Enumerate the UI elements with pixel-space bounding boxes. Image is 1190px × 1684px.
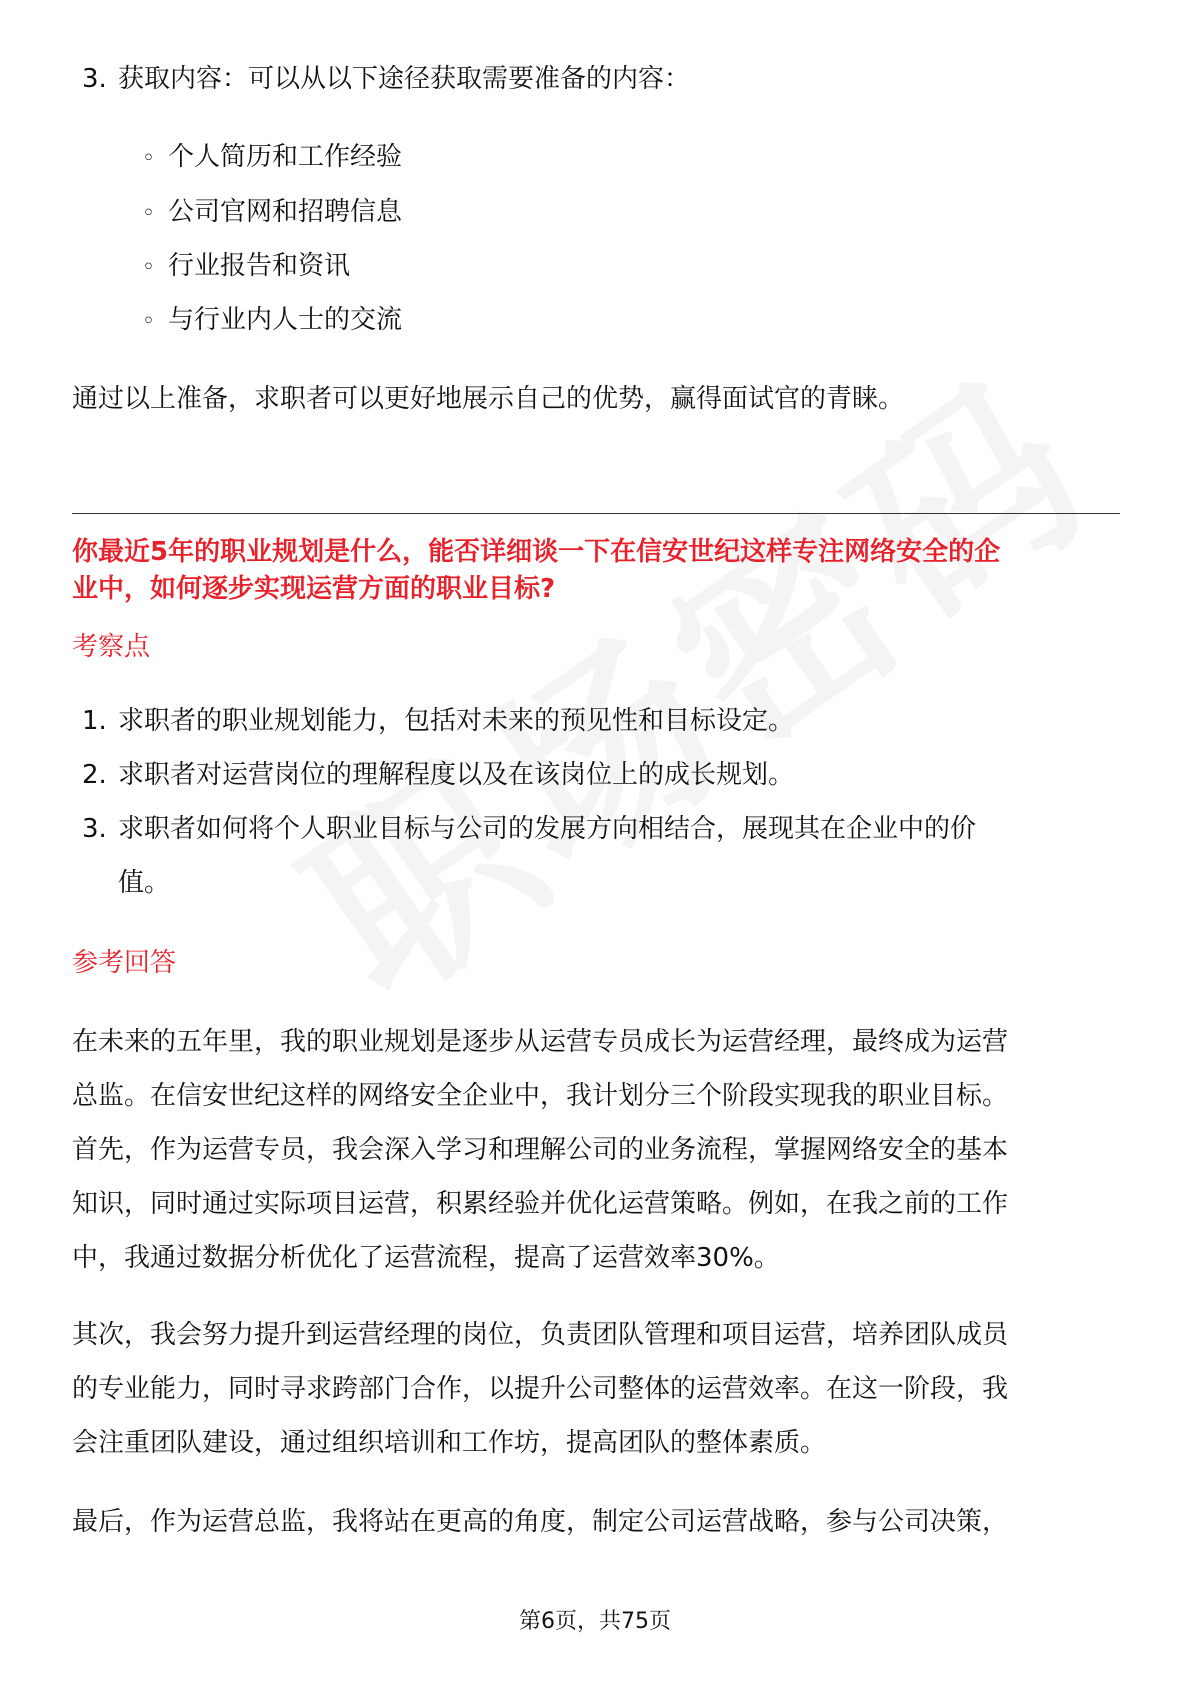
bullet-glyph: ◦ (142, 255, 155, 280)
conclusion-text: 通过以上准备，求职者可以更好地展示自己的优势，赢得面试官的青睐。 (72, 384, 905, 414)
answer-para2-line: 会注重团队建设，通过组织培训和工作坊，提高团队的整体素质。 (72, 1428, 827, 1458)
bullet-item: 与行业内人士的交流 (168, 305, 403, 335)
answer-para2-line: 其次，我会努力提升到运营经理的岗位，负责团队管理和项目运营，培养团队成员 (72, 1320, 1009, 1350)
answer-para1-line: 首先，作为运营专员，我会深入学习和理解公司的业务流程，掌握网络安全的基本 (72, 1135, 1009, 1165)
bullet-item: 个人简历和工作经验 (168, 142, 403, 172)
list-item-text-cont: 值。 (118, 868, 171, 898)
answer-para1-line: 在未来的五年里，我的职业规划是逐步从运营专员成长为运营经理，最终成为运营 (72, 1027, 1009, 1057)
answer-para1-line: 知识，同时通过实际项目运营，积累经验并优化运营策略。例如，在我之前的工作 (72, 1189, 1009, 1219)
list-item-text: 求职者对运营岗位的理解程度以及在该岗位上的成长规划。 (118, 760, 795, 790)
exam-points-heading: 考察点 (72, 632, 151, 662)
list-number: 3. (82, 814, 107, 844)
bullet-glyph: ◦ (142, 146, 155, 171)
answer-para2-line: 的专业能力，同时寻求跨部门合作，以提升公司整体的运营效率。在这一阶段，我 (72, 1374, 1009, 1404)
page-footer: 第6页，共75页 (519, 1609, 671, 1634)
list-number: 3. (82, 64, 107, 94)
question-heading-line2: 业中，如何逐步实现运营方面的职业目标? (72, 574, 556, 604)
bullet-glyph: ◦ (142, 309, 155, 334)
bullet-item: 行业报告和资讯 (168, 251, 351, 281)
answer-heading: 参考回答 (72, 948, 177, 978)
list-number: 2. (82, 760, 107, 790)
bullet-item: 公司官网和招聘信息 (168, 197, 403, 227)
answer-para3-line: 最后，作为运营总监，我将站在更高的角度，制定公司运营战略，参与公司决策， (72, 1507, 1009, 1537)
bullet-glyph: ◦ (142, 201, 155, 226)
list-item-text: 获取内容：可以从以下途径获取需要准备的内容： (118, 64, 691, 94)
answer-para1-line: 中，我通过数据分析优化了运营流程，提高了运营效率30%。 (72, 1243, 780, 1273)
question-heading-line1: 你最近5年的职业规划是什么，能否详细谈一下在信安世纪这样专注网络安全的企 (72, 537, 1001, 567)
list-number: 1. (82, 706, 107, 736)
answer-para1-line: 总监。在信安世纪这样的网络安全企业中，我计划分三个阶段实现我的职业目标。 (72, 1081, 1009, 1111)
section-divider (72, 513, 1120, 514)
list-item-text: 求职者的职业规划能力，包括对未来的预见性和目标设定。 (118, 706, 795, 736)
list-item-text: 求职者如何将个人职业目标与公司的发展方向相结合，展现其在企业中的价 (118, 814, 977, 844)
